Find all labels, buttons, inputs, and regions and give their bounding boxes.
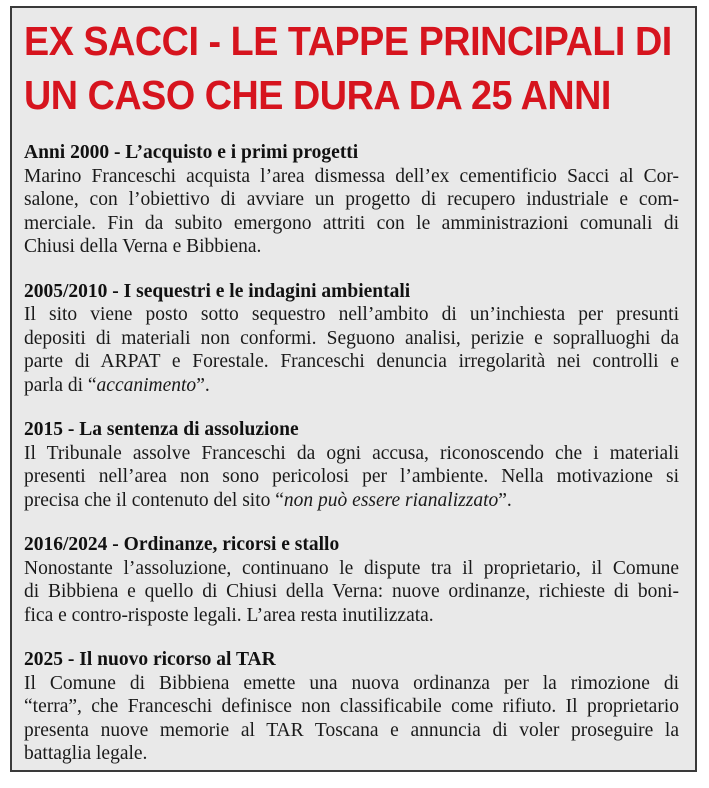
body-line: Marino Franceschi acquista l’area dismessa dell’ex cementificio Sacci al Cor- (24, 165, 679, 187)
section-body (24, 442, 679, 513)
section-body (24, 303, 679, 397)
section-title: 2025 - Il nuovo ricorso al TAR (24, 649, 276, 670)
section-title: 2005/2010 - I sequestri e le indagini ambientali (24, 280, 411, 302)
body-line: Il Comune di Bibbiena emette una nuova ordinanza per la rimozione di (24, 672, 679, 694)
body-line: “terra”, che Franceschi definisce non classificabile come rifiuto. Il proprietario (24, 696, 679, 717)
quote-prefix: precisa che il contenuto del sito “ (24, 489, 284, 511)
section-title: 2016/2024 - Ordinanze, ricorsi e stallo (24, 534, 340, 555)
quote-italic: accanimento (96, 374, 197, 396)
timeline-box (10, 6, 697, 772)
headline (24, 14, 675, 122)
body-line: fica e contro-risposte legali. L’area resta inutilizzata. (24, 604, 434, 626)
body-line (24, 489, 679, 513)
timeline-section-2005-2010 (24, 280, 679, 398)
section-body (24, 557, 679, 628)
headline-line-2: UN CASO CHE DURA DA 25 ANNI (24, 72, 611, 118)
section-body (24, 672, 679, 766)
section-title: Anni 2000 - L’acquisto e i primi progetti (24, 142, 359, 163)
body-line: Chiusi della Verna e Bibbiena. (24, 236, 262, 257)
timeline-section-2000 (24, 141, 679, 259)
body-line: Nonostante l’assoluzione, continuano le dispute tra il proprietario, il Comune (24, 557, 679, 579)
quote-prefix: parla di “ (24, 374, 97, 396)
timeline-section-2015 (24, 418, 679, 512)
body-line: di Bibbiena e quello di Chiusi della Verna: nuove ordinanze, richieste di boni- (24, 581, 679, 602)
body-line: presenta nuove memorie al TAR Toscana e annuncia di voler proseguire la (24, 719, 679, 741)
quote-italic: non può essere rianalizzato (283, 489, 499, 511)
body-line (24, 374, 679, 398)
timeline-section-2016-2024 (24, 533, 679, 627)
body-line: depositi di materiali non conformi. Seguono analisi, perizie e sopralluoghi da (24, 327, 679, 349)
body-line: parte di ARPAT e Forestale. Franceschi denuncia irregolarità nei controlli e (24, 351, 679, 372)
section-title: 2015 - La sentenza di assoluzione (24, 419, 299, 440)
body-line: battaglia legale. (24, 743, 148, 764)
body-line: Il sito viene posto sotto sequestro nell’ambito di un’inchiesta per presunti (24, 304, 679, 325)
body-line: salone, con l’obiettivo di avviare un progetto di recupero industriale e com- (24, 189, 679, 210)
headline-line-1: EX SACCI - LE TAPPE PRINCIPALI DI (24, 18, 672, 64)
body-line: Il Tribunale assolve Franceschi da ogni accusa, riconoscendo che i materiali (24, 442, 679, 464)
body-line: merciale. Fin da subito emergono attriti con le amministrazioni comunali di (24, 212, 679, 234)
body-line: presenti nell’area non sono pericolosi per l’ambiente. Nella motivazione si (24, 466, 679, 487)
quote-suffix: ”. (196, 374, 210, 396)
timeline-section-2025 (24, 648, 679, 766)
quote-suffix: ”. (498, 489, 512, 511)
section-body (24, 165, 679, 259)
